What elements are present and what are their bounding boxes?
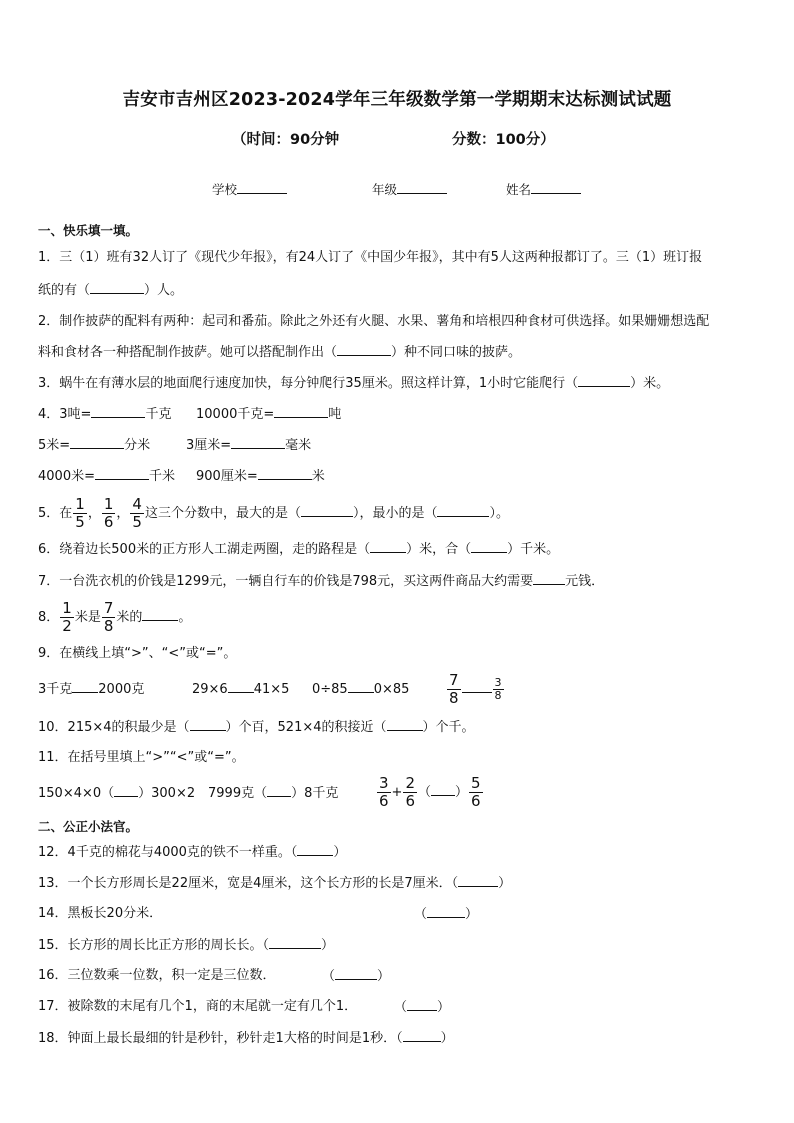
answer-blank[interactable] — [578, 374, 630, 387]
answer-blank[interactable] — [72, 680, 98, 693]
answer-blank[interactable] — [95, 467, 149, 480]
answer-blank[interactable] — [258, 467, 312, 480]
question-3: 3．蜗牛在有薄水层的地面爬行速度加快，每分钟爬行35厘米。照这样计算，1小时它能爬行（ ）米。 — [38, 376, 670, 391]
answer-blank[interactable] — [297, 843, 333, 856]
fraction: $\frac{1}{6}$ — [103, 495, 114, 531]
answer-blank[interactable] — [267, 784, 291, 797]
school-label: 学校 — [212, 182, 238, 197]
fraction: $\frac{4}{5}$ — [132, 495, 142, 531]
section-heading-2: 二、公正小法官。 — [38, 819, 139, 834]
answer-blank[interactable] — [403, 1029, 441, 1042]
fraction: $\frac{7}{8}$ — [449, 671, 459, 707]
answer-blank[interactable] — [407, 998, 437, 1011]
fraction: $\frac{5}{6}$ — [471, 774, 481, 810]
question-15: 15．长方形的周长比正方形的周长长。（ ） — [38, 938, 335, 953]
grade-field[interactable] — [397, 180, 447, 194]
question-11: 11．在括号里填上“>”“<”或“=”。 — [38, 750, 245, 765]
question-5: 5．在 $\frac{1}{5}$ ， $\frac{1}{6}$ ， $\frac{4}{5}$ 这三个分数中，最大的是（ ），最小的是（ ）。 — [38, 495, 509, 531]
answer-blank[interactable] — [437, 504, 489, 517]
answer-blank[interactable] — [533, 572, 565, 585]
grade-label: 年级 — [372, 182, 398, 197]
answer-blank[interactable] — [142, 608, 178, 621]
school-field[interactable] — [237, 180, 287, 194]
fraction: $\frac{1}{2}$ — [62, 599, 72, 635]
exam-time: （时间：90分钟 — [232, 132, 340, 148]
question-12: 12．4千克的棉花与4000克的铁不一样重。（ ） — [38, 845, 347, 860]
answer-blank[interactable] — [228, 680, 254, 693]
fraction: $\frac{3}{8}$ — [494, 676, 502, 702]
name-label: 姓名 — [506, 182, 532, 197]
answer-blank[interactable] — [348, 680, 374, 693]
answer-blank[interactable] — [70, 436, 124, 449]
answer-blank[interactable] — [114, 784, 138, 797]
exam-score: 分数：100分） — [452, 132, 555, 148]
answer-blank[interactable] — [337, 343, 391, 356]
fraction: $\frac{7}{8}$ — [103, 599, 114, 635]
question-18: 18．钟面上最长最细的针是秒针，秒针走1大格的时间是1秒．（ ） — [38, 1031, 454, 1046]
question-6: 6．绕着边长500米的正方形人工湖走两圈，走的路程是（ ）米，合（ ）千米。 — [38, 542, 560, 557]
answer-blank[interactable] — [427, 905, 465, 918]
fraction: $\frac{3}{6}$ — [379, 774, 389, 810]
section-heading-1: 一、快乐填一填。 — [38, 223, 139, 238]
name-field[interactable] — [531, 180, 581, 194]
answer-blank[interactable] — [431, 783, 455, 796]
answer-blank[interactable] — [269, 936, 321, 949]
answer-blank[interactable] — [90, 281, 144, 294]
fraction: $\frac{2}{6}$ — [405, 774, 415, 810]
page-title: 吉安市吉州区2023-2024学年三年级数学第一学期期末达标测试试题 — [122, 90, 672, 110]
question-7: 7．一台洗衣机的价钱是1299元，一辆自行车的价钱是798元，买这两件商品大约需要 元钱． — [38, 574, 605, 589]
fraction: $\frac{1}{5}$ — [75, 495, 85, 531]
answer-blank[interactable] — [471, 540, 507, 553]
answer-blank[interactable] — [301, 504, 353, 517]
exam-subtitle — [0, 128, 794, 152]
answer-blank[interactable] — [370, 540, 406, 553]
answer-blank[interactable] — [335, 967, 377, 980]
question-1-line-1: 1．三（1）班有32人订了《现代少年报》，有24人订了《中国少年报》，其中有5人这两种报都订了。三（1）班订报 — [38, 250, 703, 265]
question-1-line-2: 纸的有（ ）人。 — [38, 283, 184, 298]
question-13: 13．一个长方形周长是22厘米，宽是4厘米，这个长方形的长是7厘米．（ ） — [38, 876, 512, 891]
question-8: 8． $\frac{1}{2}$ 米是 $\frac{7}{8}$ 米的 。 — [38, 599, 192, 635]
question-9-items: 3千克 2000克 29×6 41×5 0÷85 0×85 $\frac{7}{8}$ $\frac{3}{8}$ — [38, 671, 502, 707]
answer-blank[interactable] — [190, 718, 226, 731]
answer-blank[interactable] — [458, 874, 498, 887]
question-9: 9．在横线上填“>”、“<”或“=”。 — [38, 646, 237, 661]
answer-blank[interactable] — [91, 405, 145, 418]
answer-blank[interactable] — [231, 436, 285, 449]
answer-blank[interactable] — [462, 680, 492, 693]
answer-blank[interactable] — [387, 718, 423, 731]
answer-blank[interactable] — [274, 405, 328, 418]
question-2-line-2: 料和食材各一种搭配制作披萨。她可以搭配制作出（ ）种不同口味的披萨。 — [38, 345, 522, 360]
question-11-items: 150×4×0（ ）300×2 7999克（ ）8千克 $\frac{3}{6}$ + $\frac{2}{6}$ （ ） $\frac{5}{6}$ — [38, 774, 481, 810]
question-2-line-1: 2．制作披萨的配料有两种：起司和番茄。除此之外还有火腿、水果、薯角和培根四种食材可供选择。如果姗姗想选配 — [38, 314, 710, 329]
question-10: 10．215×4的积最少是（ ）个百，521×4的积接近（ ）个千。 — [38, 720, 475, 735]
